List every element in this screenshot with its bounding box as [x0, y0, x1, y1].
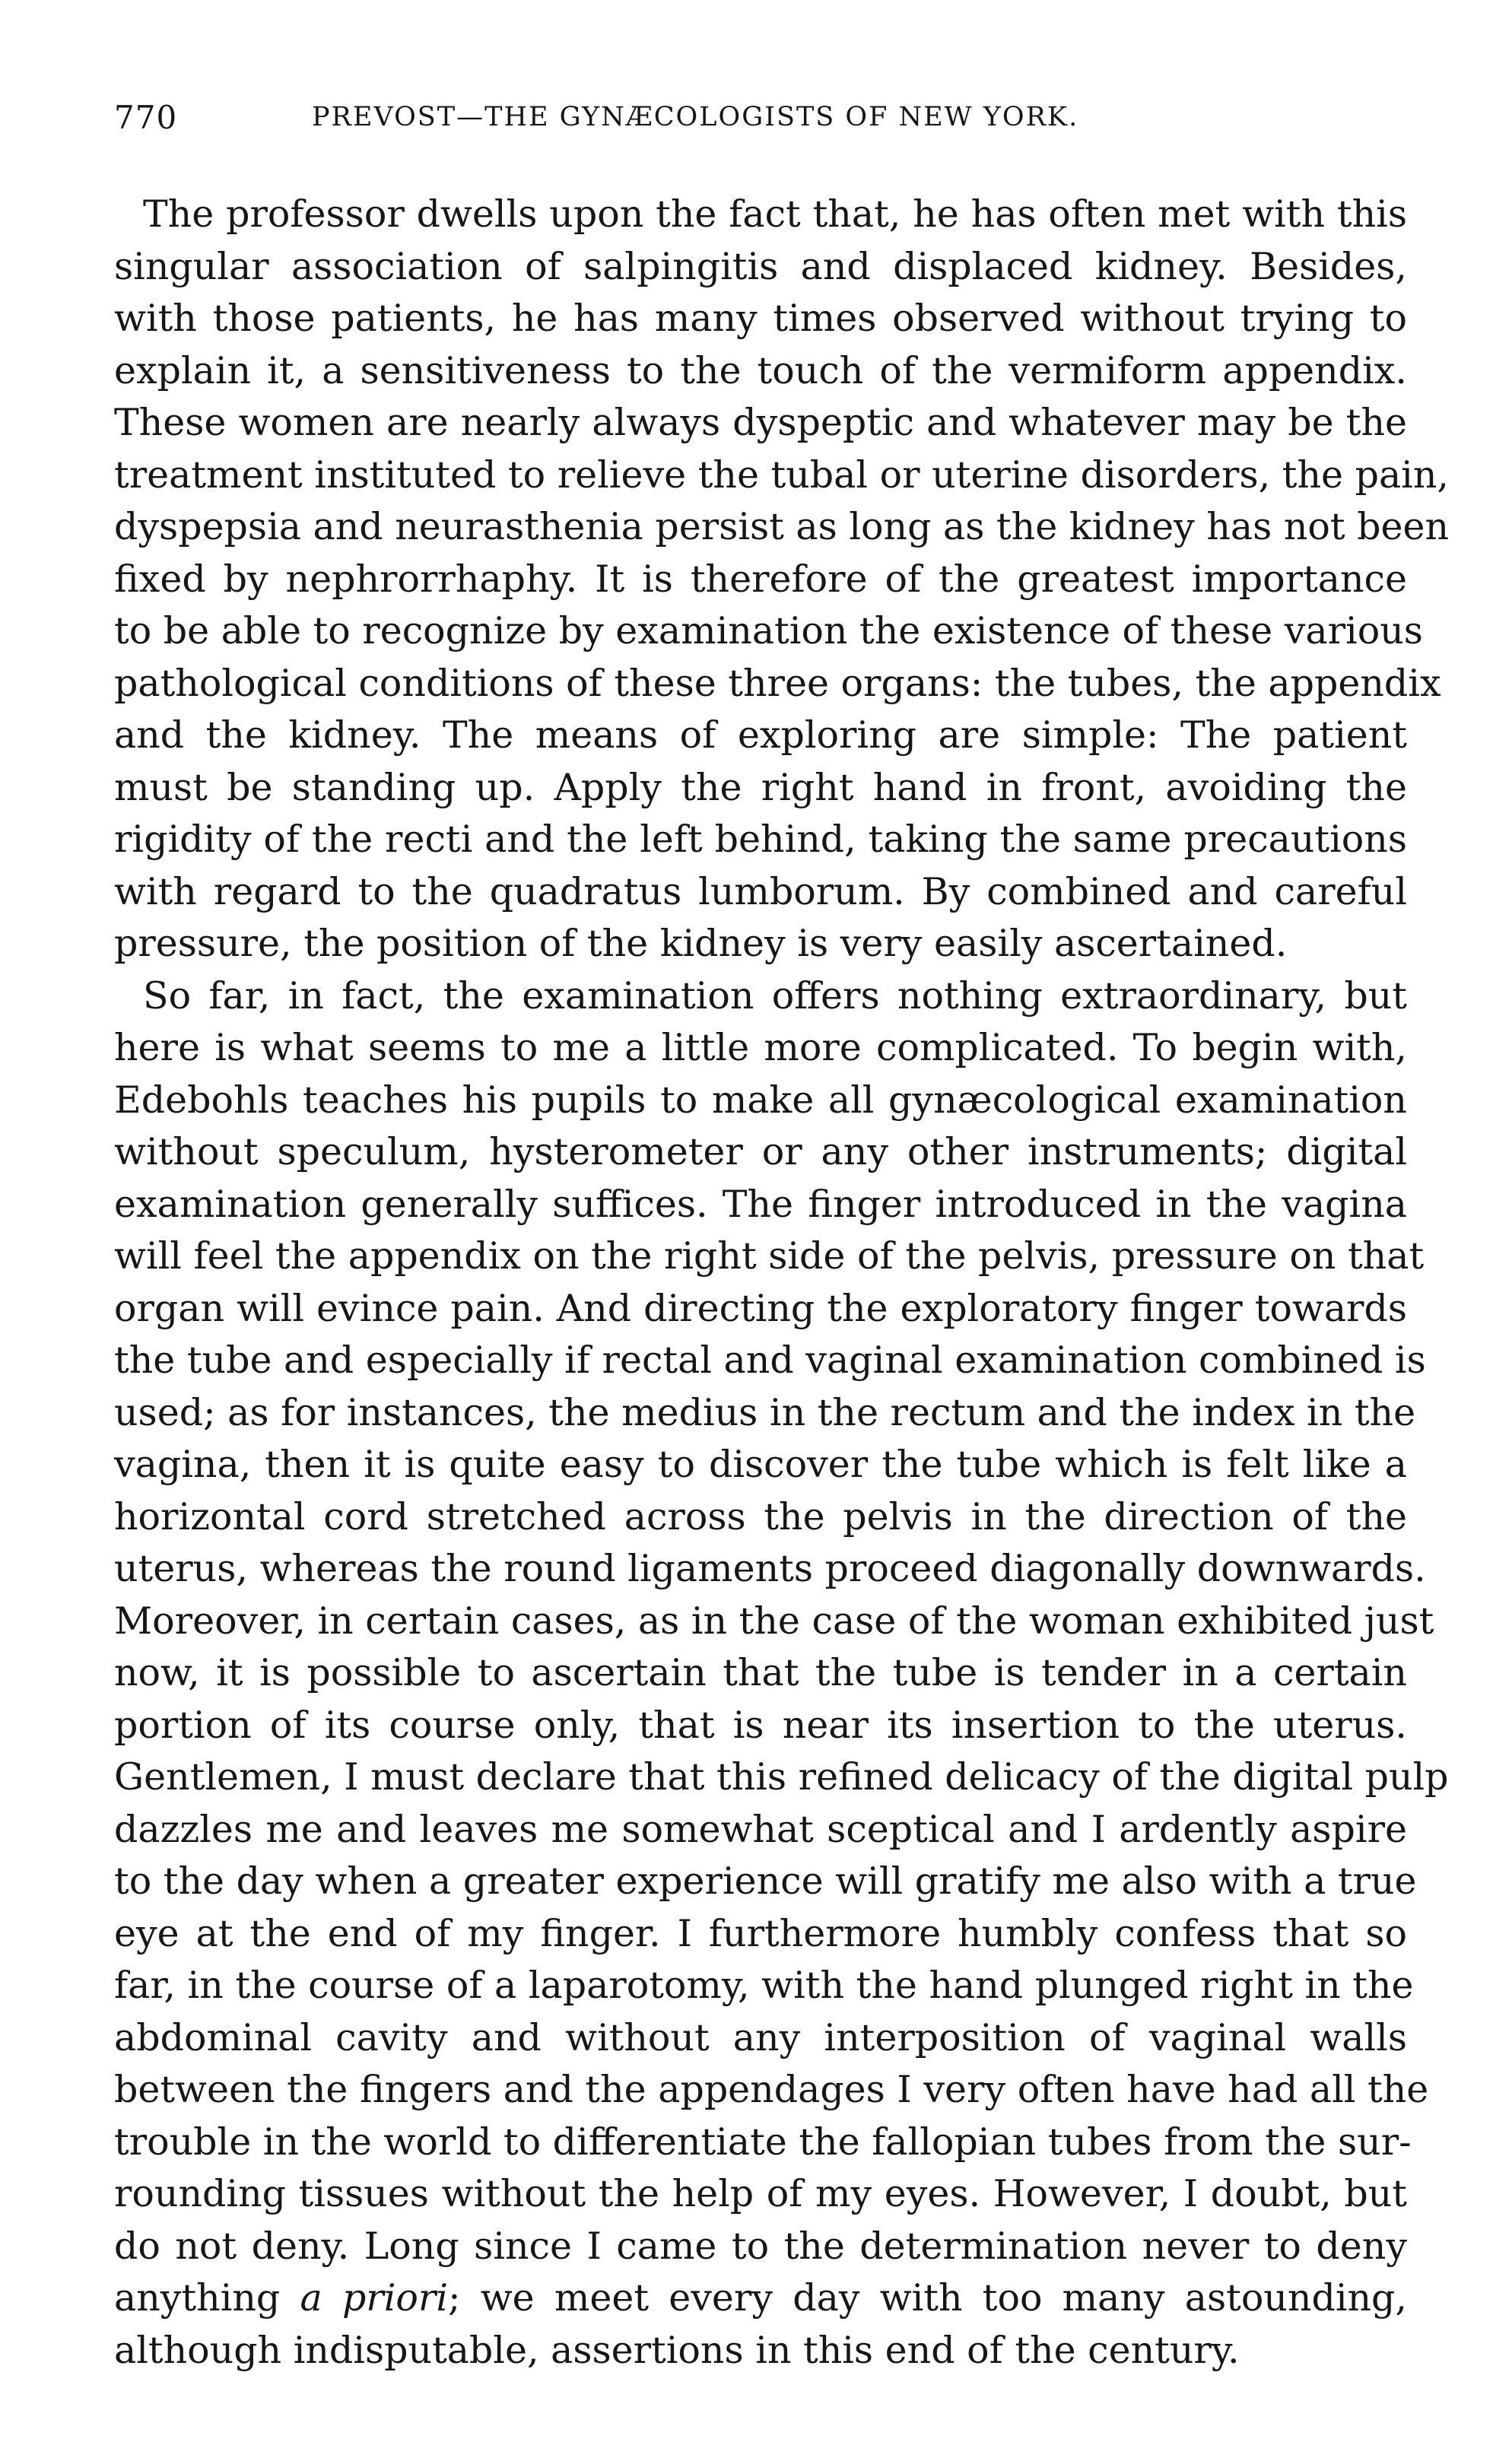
text-line: here is what seems to me a little more complicated. To begin with,: [114, 1026, 1407, 1069]
text-line: trouble in the world to differentiate the fallopian tubes from the sur-: [114, 2120, 1412, 2164]
text-line: Gentlemen, I must declare that this refined delicacy of the digital pulp: [114, 1755, 1449, 1799]
text-fragment: ; we meet every day with too many astounding,: [448, 2276, 1407, 2320]
text-line: although indisputable, assertions in this end of the century.: [114, 2328, 1240, 2372]
text-line: must be standing up. Apply the right hand in front, avoiding the: [114, 765, 1407, 809]
text-line: rounding tissues without the help of my eyes. However, I doubt, but: [114, 2172, 1407, 2215]
text-line: to the day when a greater experience will gratify me also with a true: [114, 1859, 1417, 1903]
text-line: examination generally suffices. The finger introduced in the vagina: [114, 1182, 1407, 1226]
text-line: far, in the course of a laparotomy, with the hand plunged right in the: [114, 1964, 1414, 2007]
text-line: with those patients, he has many times observed without trying to: [114, 297, 1407, 340]
text-line: do not deny. Long since I came to the determination never to deny: [114, 2224, 1407, 2268]
text-line: uterus, whereas the round ligaments proceed diagonally downwards.: [114, 1547, 1426, 1590]
body-text: [114, 189, 1450, 2377]
text-line: used; as for instances, the medius in the rectum and the index in the: [114, 1390, 1416, 1434]
text-line: horizontal cord stretched across the pelvis in the direction of the: [114, 1494, 1407, 1539]
text-line: singular association of salpingitis and displaced kidney. Besides,: [114, 244, 1407, 288]
text-line: treatment instituted to relieve the tubal or uterine disorders, the pain,: [114, 453, 1449, 497]
text-line: pathological conditions of these three organs: the tubes, the appendix: [114, 661, 1441, 705]
text-line: The professor dwells upon the fact that, he has often met with this: [143, 192, 1407, 236]
text-line: without speculum, hysterometer or any other instruments; digital: [114, 1130, 1407, 1173]
text-line: vagina, then it is quite easy to discover the tube which is felt like a: [114, 1443, 1407, 1486]
text-line: Edebohls teaches his pupils to make all gynæcological examination: [114, 1078, 1407, 1122]
text-line: These women are nearly always dyspeptic and whatever may be the: [114, 401, 1407, 444]
text-line: and the kidney. The means of exploring are simple: The patient: [114, 713, 1407, 757]
text-line: to be able to recognize by examination the existence of these various: [114, 609, 1423, 653]
text-line: Moreover, in certain cases, as in the case of the woman exhibited just: [114, 1599, 1434, 1643]
text-line: organ will evince pain. And directing the exploratory finger towards: [114, 1286, 1407, 1330]
text-line: the tube and especially if rectal and vaginal examination combined is: [114, 1338, 1426, 1382]
text-line: explain it, a sensitiveness to the touch of the vermiform appendix.: [114, 348, 1407, 392]
text-line: with regard to the quadratus lumborum. By combined and careful: [114, 869, 1407, 913]
text-line: dazzles me and leaves me somewhat sceptical and I ardently aspire: [114, 1807, 1407, 1851]
text-line: portion of its course only, that is near its insertion to the uterus.: [114, 1703, 1407, 1747]
running-head: [114, 99, 1407, 152]
paragraph-2: [114, 970, 1449, 2377]
running-title: PREVOST—THE GYNÆCOLOGISTS OF NEW YORK.: [312, 102, 1079, 132]
text-line: eye at the end of my finger. I furthermore humbly confess that so: [114, 1911, 1407, 1955]
document-page: [114, 99, 1450, 2377]
text-line: So far, in fact, the examination offers nothing extraordinary, but: [143, 973, 1407, 1018]
page-number: 770: [114, 99, 178, 136]
text-fragment: anything: [114, 2276, 300, 2320]
text-line: rigidity of the recti and the left behind, taking the same precautions: [114, 818, 1407, 861]
text-line: fixed by nephrorrhaphy. It is therefore of the greatest importance: [114, 557, 1407, 601]
text-line: pressure, the position of the kidney is very easily ascertained.: [114, 922, 1288, 965]
italic-phrase: a priori: [300, 2276, 448, 2320]
text-line: will feel the appendix on the right side of the pelvis, pressure on that: [114, 1234, 1425, 1278]
paragraph-1: [114, 189, 1450, 970]
text-line: dyspepsia and neurasthenia persist as long as the kidney has not been: [114, 505, 1450, 548]
text-line: now, it is possible to ascertain that the tube is tender in a certain: [114, 1651, 1407, 1694]
text-line: [114, 2272, 1407, 2325]
text-line: between the fingers and the appendages I very often have had all the: [114, 2068, 1429, 2111]
text-line: abdominal cavity and without any interposition of vaginal walls: [114, 2015, 1407, 2059]
